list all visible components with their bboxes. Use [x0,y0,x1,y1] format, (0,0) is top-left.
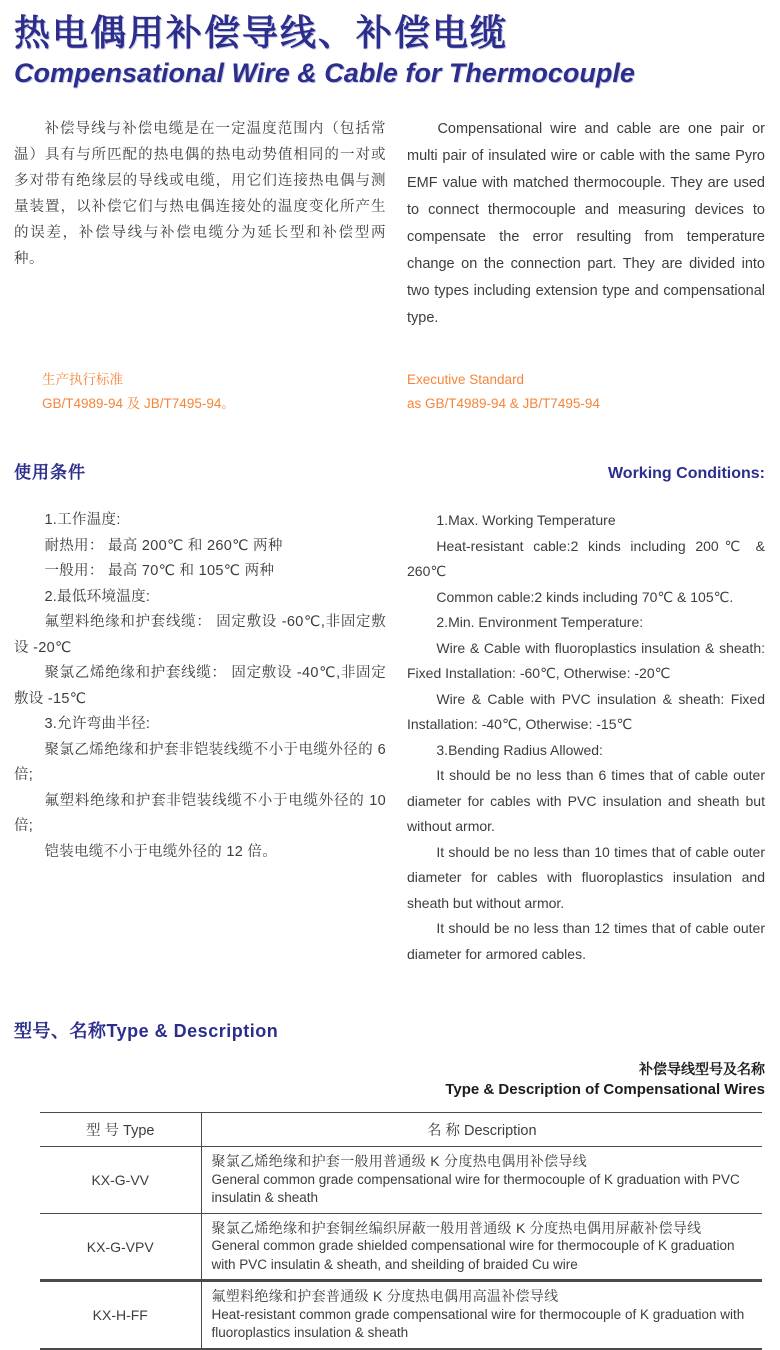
conditions-zh-column [14,508,386,967]
description-zh: 聚氯乙烯绝缘和护套铜丝编织屏蔽一般用普通级 K 分度热电偶用屏蔽补偿导线 [211,1219,702,1236]
description-en: General common grade compensational wire for thermocouple of K graduation with PVC insulatin & sheath [211,1171,740,1206]
conditions-heading-en: Working Conditions: [607,465,765,483]
column-header-description: 名 称 Description [201,1113,762,1147]
description-zh: 氟塑料绝缘和护套普通级 K 分度热电偶用高温补偿导线 [211,1288,559,1305]
cell-type: KX-G-VV [40,1147,201,1214]
cell-description [201,1213,762,1281]
condition-line: Wire & Cable with PVC insulation & sheath: Fixed Installation: -40℃, Otherwise: -15℃ [407,690,765,733]
condition-line: Common cable:2 kinds including 70℃ & 105℃. [436,588,734,605]
column-header-type: 型 号 Type [40,1113,201,1147]
condition-line: 1.工作温度: [44,512,121,529]
condition-line: 氟塑料绝缘和护套线缆： 固定敷设 -60℃,非固定敷设 -20℃ [14,614,386,656]
condition-line: 耐热用： 最高 200℃ 和 260℃ 两种 [44,537,283,554]
standards-zh-value: GB/T4989-94 及 JB/T7495-94。 [42,396,235,412]
cell-description [201,1281,762,1349]
standards-zh [14,368,386,416]
condition-line: Wire & Cable with fluoroplastics insulation & sheath: Fixed Installation: -60℃, Otherwise: -20℃ [407,639,765,682]
table-caption [14,1059,765,1101]
conditions-heading-zh: 使用条件 [14,463,86,483]
cell-type: KX-G-VPV [40,1213,201,1281]
intro-paragraph-zh: 补偿导线与补偿电缆是在一定温度范围内（包括常温）具有与所匹配的热电偶的热电动势值相同的一对或多对带有绝缘层的导线或电缆，用它们连接热电偶与测量装置，以补偿它们与热电偶连接处的温度变化所产生的误差，补偿导线与补偿电缆分为延长型和补偿型两种。 [14,121,386,268]
condition-line: 1.Max. Working Temperature [436,512,616,529]
condition-line: Heat-resistant cable:2 kinds including 200℃ & 260℃ [407,537,765,580]
cell-type: KX-H-FF [40,1281,201,1349]
page-title-zh: 热电偶用补偿导线、补偿电缆 [14,12,509,53]
conditions-section [14,508,765,967]
description-zh: 聚氯乙烯绝缘和护套一般用普通级 K 分度热电偶用补偿导线 [211,1153,588,1170]
intro-en-column [407,116,765,332]
table-caption-en: Type & Description of Compensational Wires [445,1081,765,1099]
table-row [40,1147,762,1214]
description-en: Heat-resistant common grade compensational wire for thermocouple of K graduation with fluoroplastics insulation & sheath [211,1306,745,1341]
standards-section [14,368,765,416]
standards-en-label: Executive Standard [407,372,525,388]
description-en: General common grade shielded compensational wire for thermocouple of K graduation with PVC insulatin & sheath, and sheilding of braided Cu wire [211,1238,735,1272]
table-caption-zh: 补偿导线型号及名称 [639,1061,765,1078]
condition-line: 2.Min. Environment Temperature: [436,614,644,631]
intro-section [14,116,765,332]
intro-paragraph-en: Compensational wire and cable are one pair or multi pair of insulated wire or cable with the same Pyro EMF value with matched thermocouple. They are used to connect thermocouple and measuring devices to compensate the error resulting from temperature change on the connection part. They are divided into two types including extension type and compensational type. [407,121,765,327]
standards-en-value: as GB/T4989-94 & JB/T7495-94 [407,396,600,412]
condition-line: 铠装电缆不小于电缆外径的 12 倍。 [44,843,278,860]
table-row [40,1213,762,1281]
intro-zh-column [14,116,386,332]
condition-line: 聚氯乙烯绝缘和护套非铠装线缆不小于电缆外径的 6 倍; [14,741,386,784]
cell-description [201,1147,762,1214]
type-description-table [40,1112,762,1350]
condition-line: 氟塑料绝缘和护套非铠装线缆不小于电缆外径的 10 倍; [14,792,386,835]
condition-line: 一般用： 最高 70℃ 和 105℃ 两种 [44,563,275,580]
standards-zh-label: 生产执行标准 [42,372,123,388]
condition-line: 2.最低环境温度: [44,588,151,605]
table-header-row [40,1113,762,1147]
condition-line: 3.Bending Radius Allowed: [436,741,603,758]
condition-line: It should be no less than 10 times that of cable outer diameter for cables with fluoroplastics insulation and sheath but without armor. [407,843,765,911]
condition-line: It should be no less than 6 times that of cable outer diameter for cables with PVC insulation and sheath but without armor. [407,767,765,835]
table-row [40,1281,762,1349]
condition-line: 3.允许弯曲半径: [44,716,151,733]
condition-line: 聚氯乙烯绝缘和护套线缆： 固定敷设 -40℃,非固定敷设 -15℃ [14,665,386,707]
conditions-heading-row [14,458,765,483]
condition-line: It should be no less than 12 times that of cable outer diameter for armored cables. [407,920,765,962]
type-section-heading: 型号、名称Type & Description [14,1021,279,1042]
standards-en [407,368,765,416]
conditions-en-column [407,508,765,967]
page-title-en: Compensational Wire & Cable for Thermocouple [14,58,635,89]
